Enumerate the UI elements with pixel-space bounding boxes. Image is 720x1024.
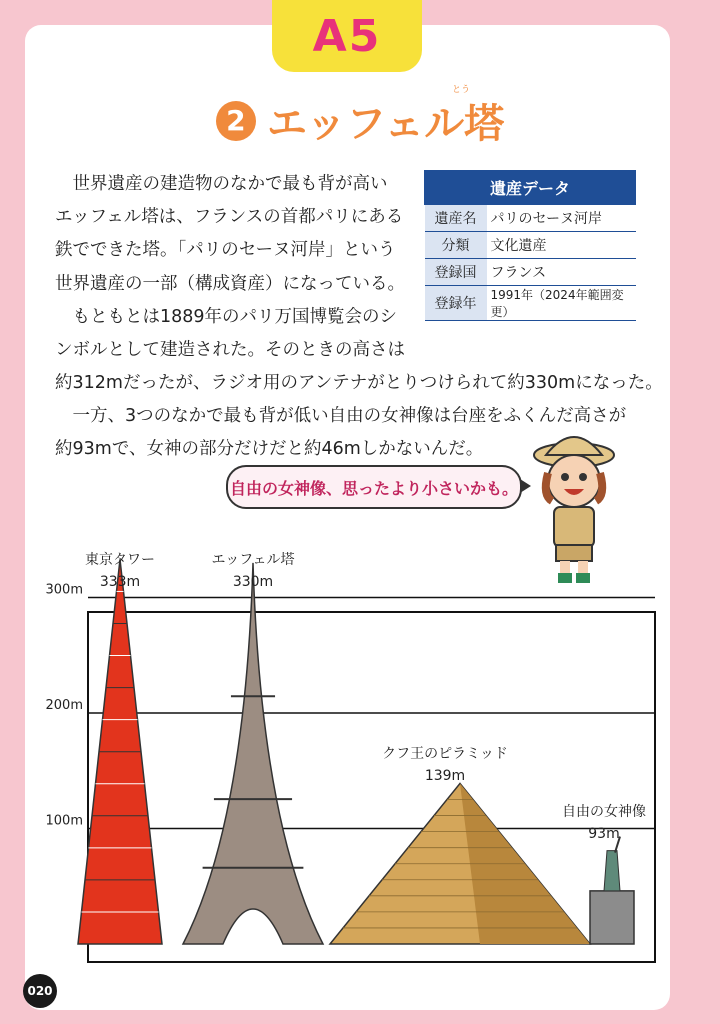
body-line: 約93mで、女神の部分だけだと約46mしかないんだ。 — [55, 439, 484, 459]
y-tick-label: 300m — [45, 582, 83, 598]
height-comparison-chart — [0, 540, 720, 970]
table-value: パリのセーヌ河岸 — [487, 205, 636, 232]
table-value: 1991年（2024年範囲変更） — [487, 286, 636, 321]
table-row — [425, 205, 636, 232]
body-line: 鉄でできた塔。「パリのセーヌ河岸」という — [55, 240, 396, 260]
question-badge: A5 — [272, 0, 422, 72]
table-value: フランス — [487, 259, 636, 286]
category-label: エッフェル塔 — [211, 552, 295, 568]
title-text: エッフェル塔 — [266, 101, 505, 147]
body-line: 世界遺産の一部（構成資産）になっている。 — [55, 274, 405, 294]
body-line: エッフェル塔は、フランスの首都パリにある — [55, 207, 404, 227]
heritage-data-table — [424, 170, 636, 321]
value-label: 333m — [99, 574, 141, 590]
bar-eiffel-tower — [183, 563, 323, 944]
body-line: 一方、3つのなかで最も背が低い自由の女神像は台座をふくんだ高さが — [55, 406, 627, 426]
value-label: 93m — [588, 826, 620, 842]
category-labels — [85, 551, 646, 842]
page-title — [0, 92, 720, 149]
table-row — [425, 259, 636, 286]
body-line: 世界遺産の建造物のなかで最も背が高い — [55, 174, 388, 194]
body-line: 約312mだったが、ラジオ用のアンテナがとりつけられて約330mになった。 — [55, 373, 663, 393]
value-label: 330m — [232, 574, 274, 590]
y-axis-labels — [46, 583, 83, 829]
chart-grid — [88, 598, 655, 829]
bar-statue-figure — [604, 851, 620, 891]
bar-statue-pedestal — [590, 891, 634, 944]
body-line: ンボルとして建造された。そのときの高さは — [55, 340, 405, 360]
speech-bubble: 自由の女神像、思ったより小さいかも。 — [226, 465, 522, 509]
title-ruby: とう — [452, 85, 471, 95]
category-label: クフ王のピラミッド — [382, 746, 508, 762]
category-label: 自由の女神像 — [562, 804, 646, 820]
table-key: 分類 — [425, 232, 487, 259]
table-key: 遺産名 — [425, 205, 487, 232]
title-number: 2 — [216, 101, 256, 141]
chart-marks — [78, 559, 634, 944]
table-value: 文化遺産 — [487, 232, 636, 259]
body-text-top — [55, 168, 420, 267]
table-row — [425, 286, 636, 321]
table-row — [425, 232, 636, 259]
table-key: 登録国 — [425, 259, 487, 286]
table-header: 遺産データ — [425, 171, 636, 205]
body-line: もともとは1889年のパリ万国博覧会のシ — [55, 307, 398, 327]
y-tick-label: 200m — [45, 698, 83, 713]
table-key: 登録年 — [425, 286, 487, 321]
y-tick-label: 100m — [45, 813, 83, 829]
page-number: 020 — [23, 974, 57, 1008]
value-label: 139m — [424, 768, 466, 784]
category-label: 東京タワー — [85, 552, 155, 568]
